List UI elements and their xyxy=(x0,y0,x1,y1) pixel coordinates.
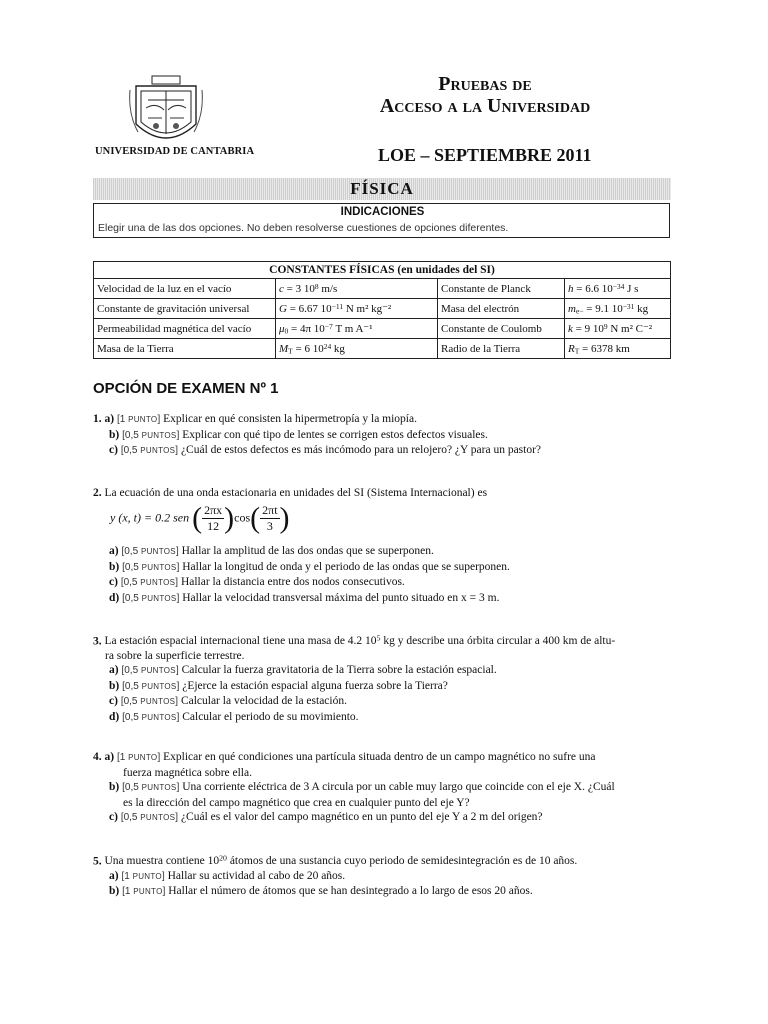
item-label: a) xyxy=(109,664,119,677)
item-label: b) xyxy=(109,781,120,793)
university-crest-logo xyxy=(128,74,204,146)
points-badge: [0,5 PUNTOS] xyxy=(121,546,179,557)
constants-row xyxy=(94,279,671,299)
points-badge: [0,5 PUNTOS] xyxy=(120,577,179,588)
fraction-denominator: 3 xyxy=(266,519,273,533)
item-label: b) xyxy=(109,679,120,692)
points-badge: [1 PUNTO] xyxy=(122,886,166,898)
item-label: a) xyxy=(104,413,115,425)
item-label: b) xyxy=(109,885,120,898)
points-badge: [0,5 PUNTOS] xyxy=(122,429,180,441)
constant-name: Masa de la Tierra xyxy=(94,339,276,359)
item-label: b) xyxy=(109,560,120,573)
points-badge: [1 PUNTO] xyxy=(116,752,161,763)
question-intro: La ecuación de una onda estacionaria en unidades del SI (Sistema Internacional) es xyxy=(104,487,488,499)
points-badge: [0,5 PUNTOS] xyxy=(122,561,180,573)
option-title: OPCIÓN DE EXAMEN Nº 1 xyxy=(93,380,279,397)
item-text: Hallar la velocidad transversal máxima del punto situado en x = 3 m. xyxy=(182,591,500,604)
item-text: Calcular la fuerza gravitatoria de la Tierra sobre la estación espacial. xyxy=(181,664,497,677)
question-2 xyxy=(93,486,673,501)
constant-value: $m_{e-} = 9.1$ $10^{-31}$ kg xyxy=(565,299,671,319)
question-2-items xyxy=(93,544,673,606)
constant-name: Constante de Planck xyxy=(438,279,565,299)
points-badge: [0,5 PUNTOS] xyxy=(122,592,180,604)
constant-name: Constante de gravitación universal xyxy=(94,299,276,319)
question-5 xyxy=(93,852,673,900)
constants-row xyxy=(94,319,671,339)
points-badge: [0,5 PUNTOS] xyxy=(121,665,179,677)
item-text-cont: fuerza magnética sobre ella. xyxy=(123,766,252,779)
item-text: Hallar la distancia entre dos nodos consecutivos. xyxy=(180,576,405,588)
points-badge: [0,5 PUNTOS] xyxy=(122,782,180,793)
item-label: c) xyxy=(109,576,118,588)
formula-cos: cos xyxy=(234,510,251,525)
constant-name: Permeabilidad magnética del vacío xyxy=(94,319,276,339)
item-text: Hallar su actividad al cabo de 20 años. xyxy=(167,869,346,882)
question-1 xyxy=(93,412,673,459)
item-label: a) xyxy=(104,751,115,763)
item-text: Una corriente eléctrica de 3 A circula por un cable muy largo que coincide con el eje X. ¿Cuál xyxy=(182,781,615,793)
points-badge: [1 PUNTO] xyxy=(121,870,165,882)
points-badge: [0,5 PUNTOS] xyxy=(122,680,180,692)
points-badge: [0,5 PUNTOS] xyxy=(122,711,180,723)
constant-name: Constante de Coulomb xyxy=(438,319,565,339)
question-number: 4. xyxy=(93,751,102,763)
points-badge: [0,5 PUNTOS] xyxy=(120,445,179,456)
item-label: a) xyxy=(109,869,119,882)
question-3 xyxy=(93,632,673,725)
constant-value: $R_T = 6378$ km xyxy=(565,339,671,359)
question-number: 2. xyxy=(93,487,102,499)
constant-name: Velocidad de la luz en el vacío xyxy=(94,279,276,299)
exam-session: LOE – SEPTIEMBRE 2011 xyxy=(378,145,592,165)
item-text: ¿Cuál es el valor del campo magnético en un punto del eje Y a 2 m del origen? xyxy=(180,811,543,823)
question-number: 5. xyxy=(93,855,102,868)
title-line-1: Pruebas de xyxy=(438,73,532,95)
constants-row xyxy=(94,299,671,319)
subject-band xyxy=(93,178,671,200)
constant-name: Masa del electrón xyxy=(438,299,565,319)
constant-value: h = 6.6 $10^{-34}$ J s xyxy=(565,279,671,299)
points-badge: [0,5 PUNTOS] xyxy=(120,696,179,708)
question-intro: Una muestra contiene $10^{20}$ átomos de una sustancia cuyo periodo de semidesintegración es de 10 años. xyxy=(104,854,578,868)
university-name: UNIVERSIDAD DE CANTABRIA xyxy=(95,146,255,157)
item-text: Hallar el número de átomos que se han desintegrado a lo largo de esos 20 años. xyxy=(168,885,533,898)
item-text: Explicar en qué condiciones una partícula situada dentro de un campo magnético no sufre una xyxy=(163,751,596,763)
fraction-denominator: 12 xyxy=(207,519,220,533)
indications-text: Elegir una de las dos opciones. No deben resolverse cuestiones de opciones diferentes. xyxy=(98,222,509,234)
question-number: 3. xyxy=(93,635,102,648)
item-text: ¿Cuál de estos defectos es más incómodo para un relojero? ¿Y para un pastor? xyxy=(180,444,542,456)
wave-equation: y (x, t) = 0.2 sen ( $\frac{2\pi x}{12}$ )cos( $\frac{2\pi t}{3}$ ) xyxy=(110,501,290,535)
points-badge: [1 PUNTO] xyxy=(116,414,161,425)
question-number: 1. xyxy=(93,413,102,425)
constants-row xyxy=(94,339,671,359)
item-label: c) xyxy=(109,444,118,456)
formula-lhs: y (x, t) = 0.2 sen xyxy=(110,510,190,525)
constants-table xyxy=(93,261,671,359)
item-text-cont: es la dirección del campo magnético que crea en cualquier punto del eje Y? xyxy=(123,796,470,809)
constant-name: Radio de la Tierra xyxy=(438,339,565,359)
constant-value: G = 6.67 $10^{-11}$ N m² kg⁻² xyxy=(276,299,438,319)
item-label: a) xyxy=(109,545,119,557)
constants-title: CONSTANTES FÍSICAS (en unidades del SI) xyxy=(94,262,671,279)
item-label: d) xyxy=(109,591,120,604)
subject-title: FÍSICA xyxy=(350,179,414,198)
item-text: Explicar con qué tipo de lentes se corrigen estos defectos visuales. xyxy=(182,428,488,441)
question-4 xyxy=(93,750,673,826)
constant-value: c = 3 $10^8$ m/s xyxy=(276,279,438,299)
item-label: b) xyxy=(109,428,120,441)
item-text: Hallar la longitud de onda y el periodo de las ondas que se superponen. xyxy=(182,560,510,573)
item-text: ¿Ejerce la estación espacial alguna fuerza sobre la Tierra? xyxy=(182,679,448,692)
points-badge: [0,5 PUNTOS] xyxy=(120,812,179,823)
indications-box xyxy=(93,203,670,238)
item-text: Calcular la velocidad de la estación. xyxy=(180,695,347,708)
constant-value: k = 9 $10^9$ N m² C⁻² xyxy=(565,319,671,339)
item-text: Calcular el periodo de su movimiento. xyxy=(182,710,359,723)
question-intro: La estación espacial internacional tiene una masa de 4.2 $10^5$ kg y describe una órbita circular a 400 km de altu- xyxy=(104,634,616,648)
item-text: Hallar la amplitud de las dos ondas que se superponen. xyxy=(181,545,434,557)
constant-value: $\mu_0 = 4\pi$ $10^{-7}$ T m A⁻¹ xyxy=(276,319,438,339)
title-line-2: Acceso a la Universidad xyxy=(379,95,591,117)
fraction-numerator: 2πt xyxy=(262,503,278,517)
fraction-numerator: 2πx xyxy=(204,503,223,517)
question-intro-cont: ra sobre la superficie terrestre. xyxy=(105,649,245,662)
item-label: d) xyxy=(109,710,120,723)
constant-value: $M_T = 6$ $10^{24}$ kg xyxy=(276,339,438,359)
item-label: c) xyxy=(109,695,118,708)
item-text: Explicar en qué consisten la hipermetropía y la miopía. xyxy=(163,413,417,425)
indications-title: INDICACIONES xyxy=(340,206,425,218)
item-label: c) xyxy=(109,811,118,823)
